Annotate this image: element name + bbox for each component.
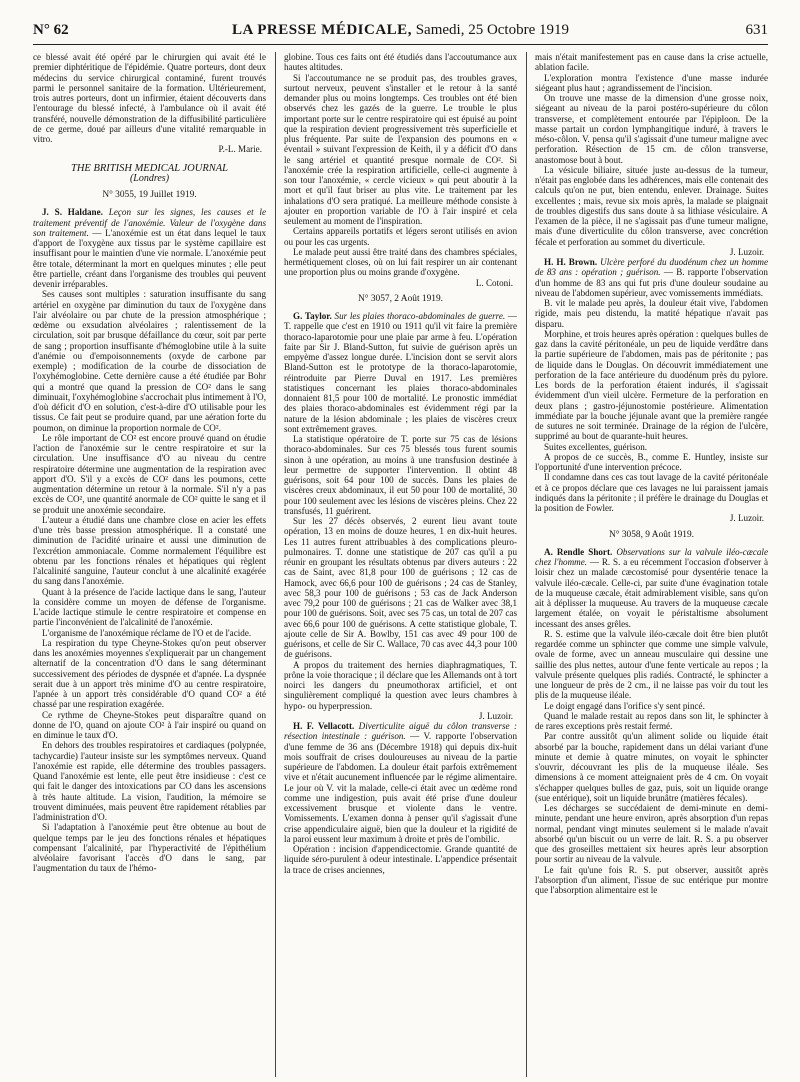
- issue-heading: N° 3055, 19 Juillet 1919.: [102, 190, 197, 200]
- page-number: 631: [745, 22, 768, 38]
- issue-date: Samedi, 25 Octobre 1919: [411, 22, 570, 38]
- article-title: Observations sur la valvule iléo-cæcale chez l'homme.: [535, 546, 768, 567]
- article-author: A. Rendle Short.: [544, 546, 613, 557]
- paragraph: La vésicule biliaire, située juste au-dessus de la tumeur, n'était pas englobée dans les adhérences, mais elle contenait des calculs qu'on ne put, bien entendu, enlever. Drainage. Suites excellentes ; mais, revue six mois après, la malade se plaignait de troubles digestifs dus sans doute à sa lithiase vésiculaire. A l'examen de la pièce, il ne s'agissait pas d'une tumeur maligne, mais d'une diverticulite du côlon transverse, avec concrétion fécale et perforation au sommet du diverticule.: [535, 164, 768, 247]
- running-header: [33, 22, 768, 44]
- article-abstract: [284, 311, 517, 434]
- paragraph: Ce rythme de Cheyne-Stokes peut disparaître quand on donne de l'O, quand on ajoute CO² à l'air inspiré ou quand on en diminue le taux d'O.: [33, 709, 266, 740]
- reviewer-signature: P.-L. Marie.: [218, 144, 262, 155]
- paragraph: Le malade peut aussi être traité dans des chambres spéciales, hermétiquement closes, où on lui fait respirer un air contenant une proportion plus ou moins grande d'oxygène.: [284, 246, 517, 278]
- paragraph: Il condamne dans ces cas tout lavage de la cavité péritonéale et à ce propos déclare que ces lavages ne lui paraissent jamais indiqués dans la péritonite ; il préfère le drainage du Douglas et la position de Fowler.: [535, 472, 768, 513]
- article-author: J. S. Haldane.: [42, 207, 103, 218]
- paragraph: Le doigt engagé dans l'orifice s'y sent pincé.: [544, 700, 705, 711]
- issue-heading: N° 3058, 9 Août 1919.: [608, 529, 694, 540]
- article-author: H. F. Vellacott.: [293, 721, 355, 731]
- paragraph: B. vit le malade peu après, la douleur était vive, l'abdomen rigide, mais peu distendu, la matité hépatique n'avait pas disparu.: [535, 298, 768, 329]
- journal-section-city: (Londres): [129, 172, 170, 184]
- paragraph: Quand le malade restait au repos dans son lit, le sphincter à de rares exceptions près restait fermé.: [535, 710, 768, 731]
- article-body: — T. rappelle que c'est en 1910 ou 1911 qu'il vit faire la première thoraco-laparotomie pour une plaie par arme à feu. L'opération faite par Sir J. Bland-Sutton, fut suivie de guérison après un empyème d'assez longue durée. L'incision dont se servit alors Bland-Sutton est le prototype de la thoraco-laparotomie, réintroduite par Pierre Duval en 1917. Les premières statistiques concernant les plaies thoraco-abdominales donnaient 81,5 pour 100 de mortalité. Le pronostic immédiat des plaies thoraco-abdominales est évidemment régi par la nature de la lésion abdominale ; les plaies de viscères creux sont extrêmement graves.: [284, 311, 517, 434]
- article-author: G. Taylor.: [293, 311, 332, 321]
- paragraph: La respiration du type Cheyne-Stokes qu'on peut observer dans les anoxémies moyennes s'expliquerait par un changement alternatif de la concentration d'O dans le sang déterminant successivement des périodes de dyspnée et d'apnée. La dyspnée serait due à un apport très minime d'O au centre respiratoire, l'apnée à un apport très considérable d'O quand CO² a été chassé par une respiration exagérée.: [33, 637, 266, 710]
- journal-name: LA PRESSE MÉDICALE,: [231, 22, 412, 38]
- paragraph: La statistique opératoire de T. porte sur 75 cas de lésions thoraco-abdominales. Sur ces 75 blessés tous furent soumis sinon à une opération, au moins à une transfusion destinée à leur permettre de supporter l'intervention. Il obtint 48 guérisons, soit 64 pour 100 de succès. Dans les plaies de viscères creux abdominaux, il eut 50 pour 100 de mortalité, 30 pour 100 seulement avec les lésions de viscères pleins. Chez 22 transfusés, 11 guérirent.: [284, 434, 517, 516]
- paragraph: L'auteur a étudié dans une chambre close en acier les effets d'une très basse pression atmosphérique. Il a constaté une diminution de l'acidité urinaire et aussi une diminution de l'excrétion ammoniacale. Comme normalement l'équilibre est obtenu par les fonctions rénales et hépatiques qui règlent l'alcalinité sanguine, l'auteur conclut à une alcalinité exagérée du sang dans l'anoxémie.: [33, 514, 266, 587]
- article-title: Leçon sur les signes, les causes et le traitement préventif de l'anoxémie. Valeur de l'oxygène dans son traitement.: [33, 207, 266, 238]
- article-abstract: [535, 257, 768, 298]
- article-title: Sur les plaies thoraco-abdominales de guerre.: [334, 311, 506, 321]
- paragraph: On trouve une masse de la dimension d'une grosse noix, siégeant au niveau de la paroi postéro-supérieure du côlon transverse, et complètement entourée par l'épiploon. De la masse partait un cordon lymphangitique induré, à travers le méso-côlon. V. pensa qu'il s'agissait d'une tumeur maligne avec perforation. Résection de 15 cm. de côlon transverse, anastomose bout à bout.: [535, 93, 768, 165]
- article-title: Diverticulite aiguë du côlon transverse : résection intestinale : guérison.: [284, 721, 517, 742]
- header-rule: [33, 44, 768, 45]
- paragraph: L'exploration montra l'existence d'une masse indurée siégeant plus haut ; agrandissement de l'incision.: [535, 72, 768, 93]
- paragraph: Si l'accoutumance ne se produit pas, des troubles graves, surtout nerveux, peuvent s'installer et le retour à la santé demander plus ou moins longtemps. Ces troubles ont été bien observés chez les gazés de la guerre. Le trouble le plus important porte sur le centre respiratoire qui est épuisé au point que la respiration devient progressivement très superficielle et plus fréquente. Par suite de l'expansion des poumons en « éventail » suivant l'expression de Keith, il y a déficit d'O dans le sang artériel et quantité presque normale de CO². Si l'anoxémie crée la respiration artificielle, celle-ci augmente à son tour l'anoxémie, « cercle vicieux » qui peut aboutir à la mort et qu'il faut briser au plus vite. Le traitement par les inhalations d'O sera pratiqué. La meilleure méthode consiste à ajouter en proportion variable de l'O à l'air inspiré et cela seulement au moment de l'inspiration.: [284, 72, 517, 226]
- paragraph: Les décharges se succédaient de demi-minute en demi-minute, pendant une heure environ, après absorption d'un repas normal, pendant vingt minutes seulement si le malade n'avait absorbé qu'un biscuit ou un verre de lait. R. S. a pu observer que des groseilles mettaient six heures après leur absorption pour sortir au niveau de la valvule.: [535, 803, 768, 865]
- paragraph: Morphine, et trois heures après opération : quelques bulles de gaz dans la cavité péritonéale, un peu de liquide verdâtre dans la partie supérieure de l'abdomen, mais pas de péritonite ; pas de liquide dans le Douglas. On découvrit immédiatement une perforation de la face antérieure du duodénum près du pylore. Les bords de la perforation étaient indurés, il s'agissait évidemment d'un vieil ulcère. Fermeture de la perforation en deux plans ; gastro-jéjunostomie postérieure. Alimentation immédiate par la bouche jéjunale avant que la première rangée de sutures ne soit terminée. Drainage de la région de l'ulcère, supprimé au bout de quarante-huit heures.: [535, 328, 768, 442]
- article-abstract: [33, 207, 266, 289]
- paragraph: Ses causes sont multiples : saturation insuffisante du sang artériel en oxygène par diminution du taux de l'oxygène dans l'air alvéolaire ou par chute de la pression atmosphérique ; œdème ou exsudation alvéolaires ; ralentissement de la circulation, soit par brusque défaillance du cœur, soit par perte de sang ; proportion insuffisante d'hémoglobine utile à la suite d'anémie ou d'empoisonnements (oxyde de carbone par exemple) ; modification de la courbe de dissociation de l'oxyhémoglobine. Cette dernière cause a été étudiée par Bohr qui a montré que quand la pression de CO² dans le sang diminuait, l'oxyhémoglobine s'accrochait plus intimement à l'O, d'où déficit d'O en solution, c'est-à-dire d'O utilisable pour les tissus. Ce fait peut se produire quand, par une aération forte du poumon, on diminue la proportion normale de CO².: [33, 289, 266, 433]
- paragraph: A propos de ce succès, B., comme E. Huntley, insiste sur l'opportunité d'une intervention précoce.: [535, 451, 768, 472]
- article-body: — B. rapporte l'observation d'un homme de 83 ans qui fut pris d'une douleur soudaine au niveau de l'abdomen supérieur, avec vomissements immédiats.: [535, 267, 768, 298]
- paragraph: ce blessé avait été opéré par le chirurgien qui avait été le premier diphtéritique de l'épidémie. Quatre porteurs, dont deux médecins du service chirurgical contaminé, furent trouvés parmi le personnel sanitaire de la formation. Ultérieurement, trois autres porteurs, dont un infirmier, étaient découverts dans l'entourage du blessé infecté, à l'ambulance où il avait été transféré, nouvelle démonstration de la diffusibilité particulière de ce germe, doué par ailleurs d'une vitalité remarquable in vitro.: [33, 52, 266, 144]
- journal-section-heading: THE BRITISH MEDICAL JOURNAL: [70, 162, 228, 174]
- reviewer-signature: L. Cotoni.: [475, 277, 513, 288]
- reviewer-signature: J. Luzoir.: [729, 246, 764, 257]
- article-body: — V. rapporte l'observation d'une femme de 36 ans (Décembre 1918) qui depuis dix-huit mois souffrait de crises douloureuses au niveau de la partie supérieure de l'abdomen. La douleur était parfois extrêmement vive et n'était aucunement influencée par le régime alimentaire. Le jour où V. vit la malade, celle-ci était avec un œdème rond comme une indigestion, puis avait été prise d'une douleur excessivement brusque et violente dans le ventre. Vomissements. L'examen donna à penser qu'il s'agissait d'une crise appendiculaire aiguë, bien que la douleur et la rigidité de la paroi eussent leur maximum à droite et près de l'ombilic.: [284, 731, 517, 844]
- issue-number: N° 62: [33, 22, 69, 38]
- paragraph: L'organisme de l'anoxémique réclame de l'O et de l'acide.: [42, 627, 252, 638]
- paragraph: globine. Tous ces faits ont été étudiés dans l'accoutumance aux hautes altitudes.: [284, 52, 517, 73]
- paragraph: mais n'était manifestement pas en cause dans la crise actuelle, ablation facile.: [535, 52, 768, 73]
- article-author: H. H. Brown.: [544, 257, 598, 267]
- column-3: [535, 52, 768, 1077]
- paragraph: A propos du traitement des hernies diaphragmatiques, T. prône la voie thoracique ; il déclare que les Allemands ont à tort noirci les dangers du pneumothorax artificiel, et ont singulièrement compliqué la question avec leurs chambres à hypo- ou hyperpression.: [284, 659, 517, 711]
- article-title: Ulcère perforé du duodénum chez un homme de 83 ans : opération ; guérison.: [535, 257, 768, 278]
- paragraph: Si l'adaptation à l'anoxémie peut être obtenue au bout de quelque temps par le jeu des fonctions rénales et hépatiques compensant l'alcalinité, par l'hyperactivité de l'épithélium alvéolaire favorisant l'accès d'O dans le sang, par l'augmentation du taux de l'hémo-: [33, 822, 266, 874]
- paragraph: Le rôle important de CO² est encore prouvé quand on étudie l'action de l'anoxémie sur le centre respiratoire et sur la circulation. Une insuffisance d'O au niveau du centre respiratoire détermine une augmentation de la respiration avec apport d'O. S'il y a excès de CO² dans les poumons, cette augmentation détermine un retour à la normale. S'il n'y a pas excès de CO², une quantité anormale de CO² quitte le sang et il se produit une anoxémie secondaire.: [33, 432, 266, 515]
- journal-title: [33, 22, 768, 39]
- article-body: — R. S. a eu récemment l'occasion d'observer à loisir chez un malade cæcostomisé pour dysentérie tenace la valvule iléo-cæcale. Celle-ci, par suite d'une évagination totale de la muqueuse cæcale, était admirablement visible, sans qu'on ait à déplisser la muqueuse. Au travers de la muqueuse cæcale largement étalée, on voyait le péristaltisme absolument incessant des anses grêles.: [535, 557, 768, 629]
- reviewer-signature: J. Luzoir.: [478, 710, 513, 721]
- paragraph: Par contre aussitôt qu'un aliment solide ou liquide était absorbé par la bouche, rapidement dans un délai variant d'une minute et demie à quatre minutes, on voyait le sphincter s'ouvrir, découvrant les plis de la muqueuse iléale. Ses dimensions à ce moment atteignaient près de 4 cm. On voyait s'échapper quelques bulles de gaz, puis, soit un liquide orange (sue entérique), soit un liquide brunâtre (matières fécales).: [535, 731, 768, 803]
- paragraph: Le fait qu'une fois R. S. put observer, aussitôt après l'absorption d'un aliment, l'issue de suc entérique pur montre que l'absorption alimentaire est le: [535, 864, 768, 895]
- paragraph: Suites excellentes, guérison.: [544, 441, 648, 452]
- paragraph: Quant à la présence de l'acide lactique dans le sang, l'auteur la considère comme un moyen de défense de l'organisme. L'acide lactique stimule le centre respiratoire et compense en partie l'inconvénient de l'alcalinité de l'anoxémie.: [33, 586, 266, 628]
- issue-heading: N° 3057, 2 Août 1919.: [357, 293, 443, 304]
- article-body: — L'anoxémie est un état dans lequel le taux d'apport de l'oxygène aux tissus par le système capillaire est insuffisant pour le maintien d'une vie normale. L'anoxémie peut être totale, déterminant la mort en quelques minutes ; elle peut être partielle, créant dans l'organisme des troubles qui peuvent devenir irréparables.: [33, 227, 266, 289]
- paragraph: Sur les 27 décès observés, 2 eurent lieu avant toute opération, 13 en moins de douze heures, 1 en dix-huit heures. Les 11 autres furent attribuables à des complications pleuro-pulmonaires. T. donne une statistique de 207 cas qu'il a pu réunir en groupant les résultats obtenus par divers auteurs : 22 cas de Saint, avec 81,8 pour 100 de guérisons ; 12 cas de Hamock, avec 66,6 pour 100 de guérisons ; 24 cas de Stanley, avec 58,3 pour 100 de guérisons ; 53 cas de Jack Anderson avec 79,2 pour 100 de guérisons ; 21 cas de Walker avec 38,1 pour 100 de guérisons. Soit, avec ses 75 cas, un total de 207 cas avec 66,6 pour 100 de guérisons. A cette statistique globale, T. ajoute celle de Sir A. Bowlby, 151 cas avec 49 pour 100 de guérisons, et celle de Sir C. Wallace, 70 cas avec 44,3 pour 100 de guérisons.: [284, 516, 517, 660]
- paragraph: R. S. estime que la valvule iléo-cæcale doit être bien plutôt regardée comme un sphincter que comme une simple valvule, ovale de forme, avec un anneau musculaire qui dessine une saillie des plus nettes, autour d'une fente verticale au repos ; la valvule présente quelques plis radiés. Contracté, le sphincter a une longueur de près de 2 cm., il ne laisse pas voir du tout les plis de la muqueuse iléale.: [535, 628, 768, 701]
- paragraph: Opération : incision d'appendicectomie. Grande quantité de liquide séro-purulent à odeur intestinale. L'appendice présentait la trace de crises anciennes,: [284, 844, 517, 875]
- paragraph: Certains appareils portatifs et légers seront utilisés en avion ou pour les cas urgents.: [284, 226, 517, 247]
- article-columns: [33, 52, 768, 1077]
- reviewer-signature: J. Luzoir.: [729, 513, 764, 524]
- paragraph: En dehors des troubles respiratoires et cardiaques (polypnée, tachycardie) l'auteur insiste sur les symptômes nerveux. Quand l'anoxémie est rapide, elle détermine des troubles passagers. Quand l'anoxémie est lente, elle peut être insidieuse : c'est ce qui fait le danger des intoxications par CO dans les ascensions à très haute altitude. La vision, l'audition, la mémoire se trouvent diminuées, mais peuvent être rapidement rétablies par l'administration d'O.: [33, 740, 266, 822]
- column-2: [284, 52, 517, 1077]
- article-abstract: [284, 721, 517, 844]
- article-abstract: [535, 547, 768, 629]
- column-1: [33, 52, 266, 1077]
